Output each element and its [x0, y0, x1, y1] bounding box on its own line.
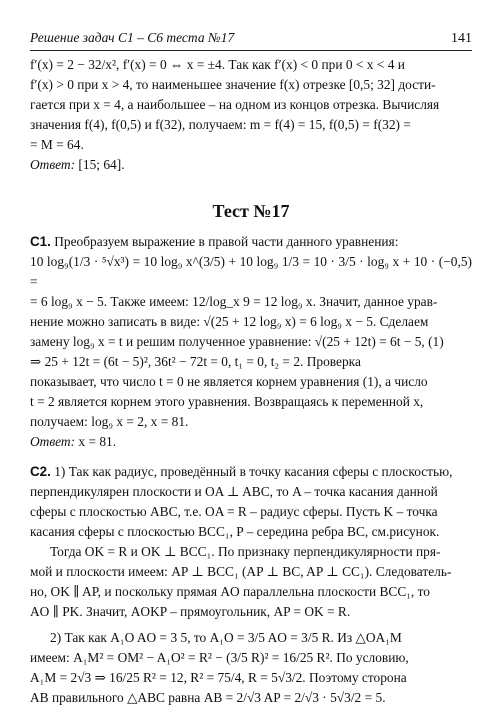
text-line: сферы с плоскостью ABC, т.е. OA = R – радиус сферы. Пусть K – точка: [30, 504, 438, 519]
text-line: A₁M = 2√3 ⇒ 16/25 R² = 12, R² = 75/4, R = 5√3/2. Поэтому сторона: [30, 670, 407, 685]
text-line: = 6 log₉ x − 5. Также имеем: 12/log_x 9 = 12 log₉ x. Значит, данное урав-: [30, 294, 438, 309]
text-line: получаем: log₉ x = 2, x = 81.: [30, 414, 189, 429]
answer-line: [30, 432, 472, 452]
text-line: 2) Так как A₁O AO = 3 5, то A₁O = 3/5 AO = 3/5 R. Из △OA₁M: [50, 630, 402, 645]
problem-label: C1.: [30, 234, 51, 249]
problem-c1: [30, 232, 472, 452]
text-line: гается при x = 4, а наибольшее – на одном из концов отрезка. Вычисляя: [30, 97, 440, 112]
formula-line: 10 log₉(1/3 · ⁵√x³) = 10 log₉ x^(3/5) + 10 log₉ 1/3 = 10 · 3/5 · log₉ x + 10 · (−0,5) =: [30, 254, 472, 289]
text-line: AO ∥ PK. Значит, AOKP – прямоугольник, AP = OK = R.: [30, 604, 351, 619]
text-line: f′(x) > 0 при x > 4, то наименьшее значение f(x) отрезке [0,5; 32] дости-: [30, 77, 436, 92]
answer-line: [30, 155, 472, 175]
text-line: = M = 64.: [30, 137, 84, 152]
test-title: Тест №17: [212, 201, 290, 221]
text-line: ⇒ 25 + 12t = (6t − 5)², 36t² − 72t = 0, t₁ = 0, t₂ = 2. Проверка: [30, 354, 361, 369]
text-line: t = 2 является корнем этого уравнения. Возвращаясь к переменной x,: [30, 394, 424, 409]
text-line: нение можно записать в виде: √(25 + 12 log₉ x) = 6 log₉ x − 5. Сделаем: [30, 314, 429, 329]
answer-value: [15; 64].: [78, 157, 125, 172]
running-title: Решение задач C1 – C6 теста №17: [30, 30, 235, 45]
text-line: перпендикулярен плоскости и OA ⊥ ABC, то A – точка касания данной: [30, 484, 438, 499]
page-number: 141: [451, 31, 472, 46]
answer-label: Ответ:: [30, 157, 76, 172]
text-line: но, OK ∥ AP, и поскольку прямая AO параллельна плоскости BCC₁, то: [30, 584, 430, 599]
previous-solution: [30, 55, 472, 175]
text-line: мой и плоскости имеем: AP ⊥ BCC₁ (AP ⊥ BC, AP ⊥ CC₁). Следователь-: [30, 564, 452, 579]
problem-label: C2.: [30, 464, 51, 479]
text-line: [30, 462, 472, 482]
text-span: Преобразуем выражение в правой части данного уравнения:: [54, 234, 399, 249]
answer-value: x = 81.: [78, 434, 117, 449]
text-line: замену log₉ x = t и решим полученное уравнение: √(25 + 12t) = 6t − 5, (1): [30, 334, 444, 349]
text-span: 1) Так как радиус, проведённый в точку касания сферы с плоскостью,: [54, 464, 453, 479]
text-line: AB правильного △ABC равна AB = 2/√3 AP = 2/√3 · 5√3/2 = 5.: [30, 690, 386, 705]
text-line: [30, 232, 472, 252]
text-line: показывает, что число t = 0 не является корнем уравнения (1), а число: [30, 374, 428, 389]
text-line: Тогда OK = R и OK ⊥ BCC₁. По признаку перпендикулярности пря-: [50, 544, 441, 559]
problem-c2: [30, 462, 472, 708]
text-line: касания сферы с плоскостью BCC₁, P – середина ребра BC, см.рисунок.: [30, 524, 440, 539]
text-line: имеем: A₁M² = OM² − A₁O² = R² − (3/5 R)² = 16/25 R². По условию,: [30, 650, 409, 665]
text-line: f′(x) = 2 − 32/x², f′(x) = 0 ⇔ x = ±4. Так как f′(x) < 0 при 0 < x < 4 и: [30, 57, 405, 72]
text-line: значения f(4), f(0,5) и f(32), получаем: m = f(4) = 15, f(0,5) = f(32) =: [30, 117, 411, 132]
page-header: [30, 30, 472, 51]
answer-label: Ответ:: [30, 434, 76, 449]
